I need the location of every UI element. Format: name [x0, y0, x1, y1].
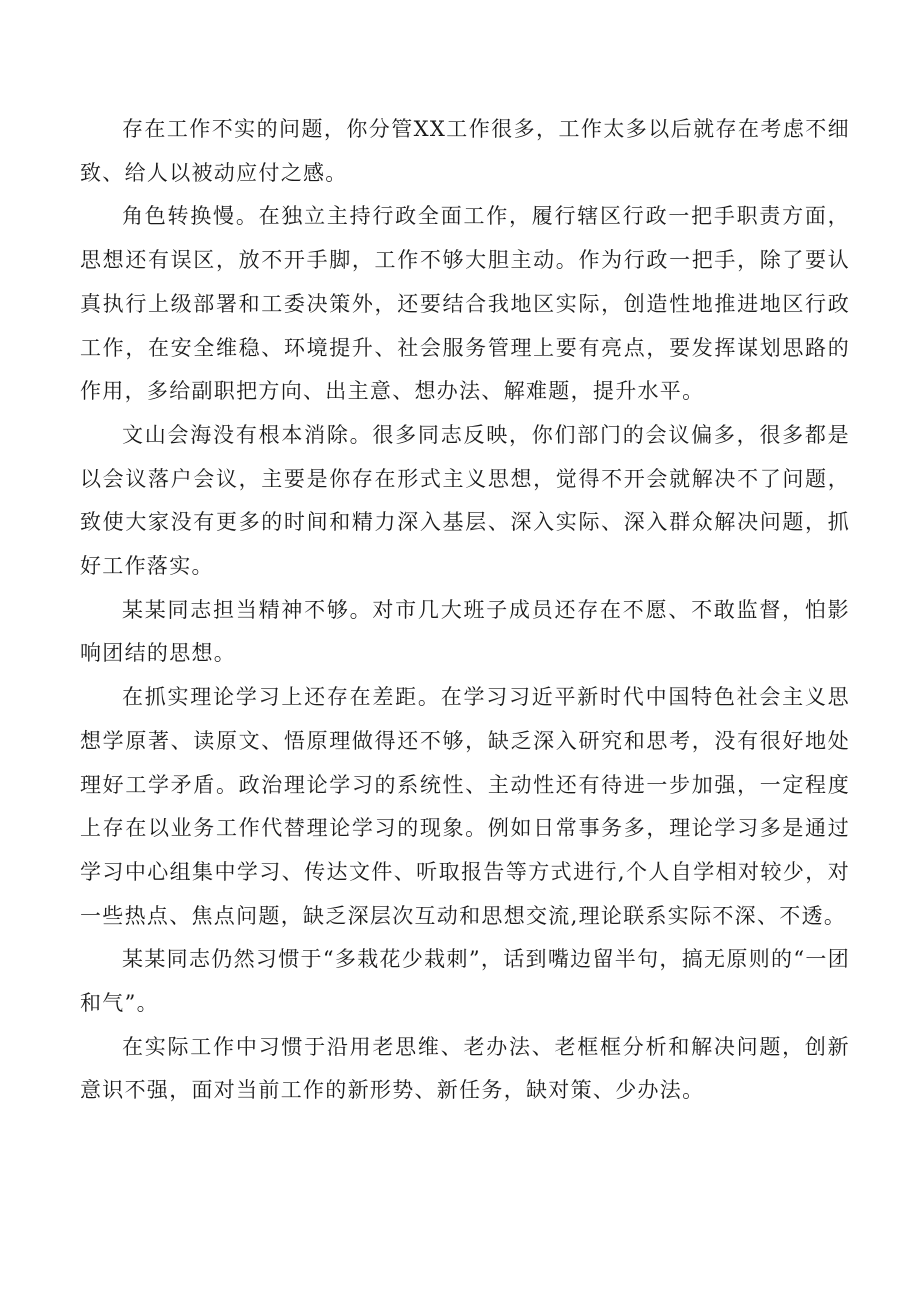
paragraph-harmony: 某某同志仍然习惯于“多栽花少栽刺”，话到嘴边留半句，搞无原则的“一团和气”。 — [80, 947, 850, 1016]
paragraph-meetings: 文山会海没有根本消除。很多同志反映，你们部门的会议偏多，很多都是以会议落户会议，主要是你存在形式主义思想，觉得不开会就解决不了问题，致使大家没有更多的时间和精力深入基层、深入实际、深入群众解决问题，抓好工作落实。 — [80, 422, 850, 579]
document-body — [80, 108, 850, 1113]
paragraph-old-thinking: 在实际工作中习惯于沿用老思维、老办法、老框框分析和解决问题，创新意识不强，面对当前工作的新形势、新任务，缺对策、少办法。 — [80, 1034, 850, 1103]
paragraph-work-issues: 存在工作不实的问题，你分管XX工作很多，工作太多以后就存在考虑不细致、给人以被动应付之感。 — [80, 117, 850, 185]
paragraph-responsibility: 某某同志担当精神不够。对市几大班子成员还存在不愿、不敢监督，怕影响团结的思想。 — [80, 597, 850, 666]
paragraph-theory-study: 在抓实理论学习上还存在差距。在学习习近平新时代中国特色社会主义思想学原著、读原文、悟原理做得还不够，缺乏深入研究和思考，没有很好地处理好工学矛盾。政治理论学习的系统性、主动性还有待进一步加强，一定程度上存在以业务工作代替理论学习的现象。例如日常事务多，理论学习多是通过学习中心组集中学习、传达文件、听取报告等方式进行,个人自学相对较少，对一些热点、焦点问题，缺乏深层次互动和思想交流,理论联系实际不深、不透。 — [80, 685, 850, 928]
paragraph-role-transition: 角色转换慢。在独立主持行政全面工作，履行辖区行政一把手职责方面，思想还有误区，放不开手脚，工作不够大胆主动。作为行政一把手，除了要认真执行上级部署和工委决策外，还要结合我地区实际，创造性地推进地区行政工作，在安全维稳、环境提升、社会服务管理上要有亮点，要发挥谋划思路的作用，多给副职把方向、出主意、想办法、解难题，提升水平。 — [80, 204, 850, 404]
